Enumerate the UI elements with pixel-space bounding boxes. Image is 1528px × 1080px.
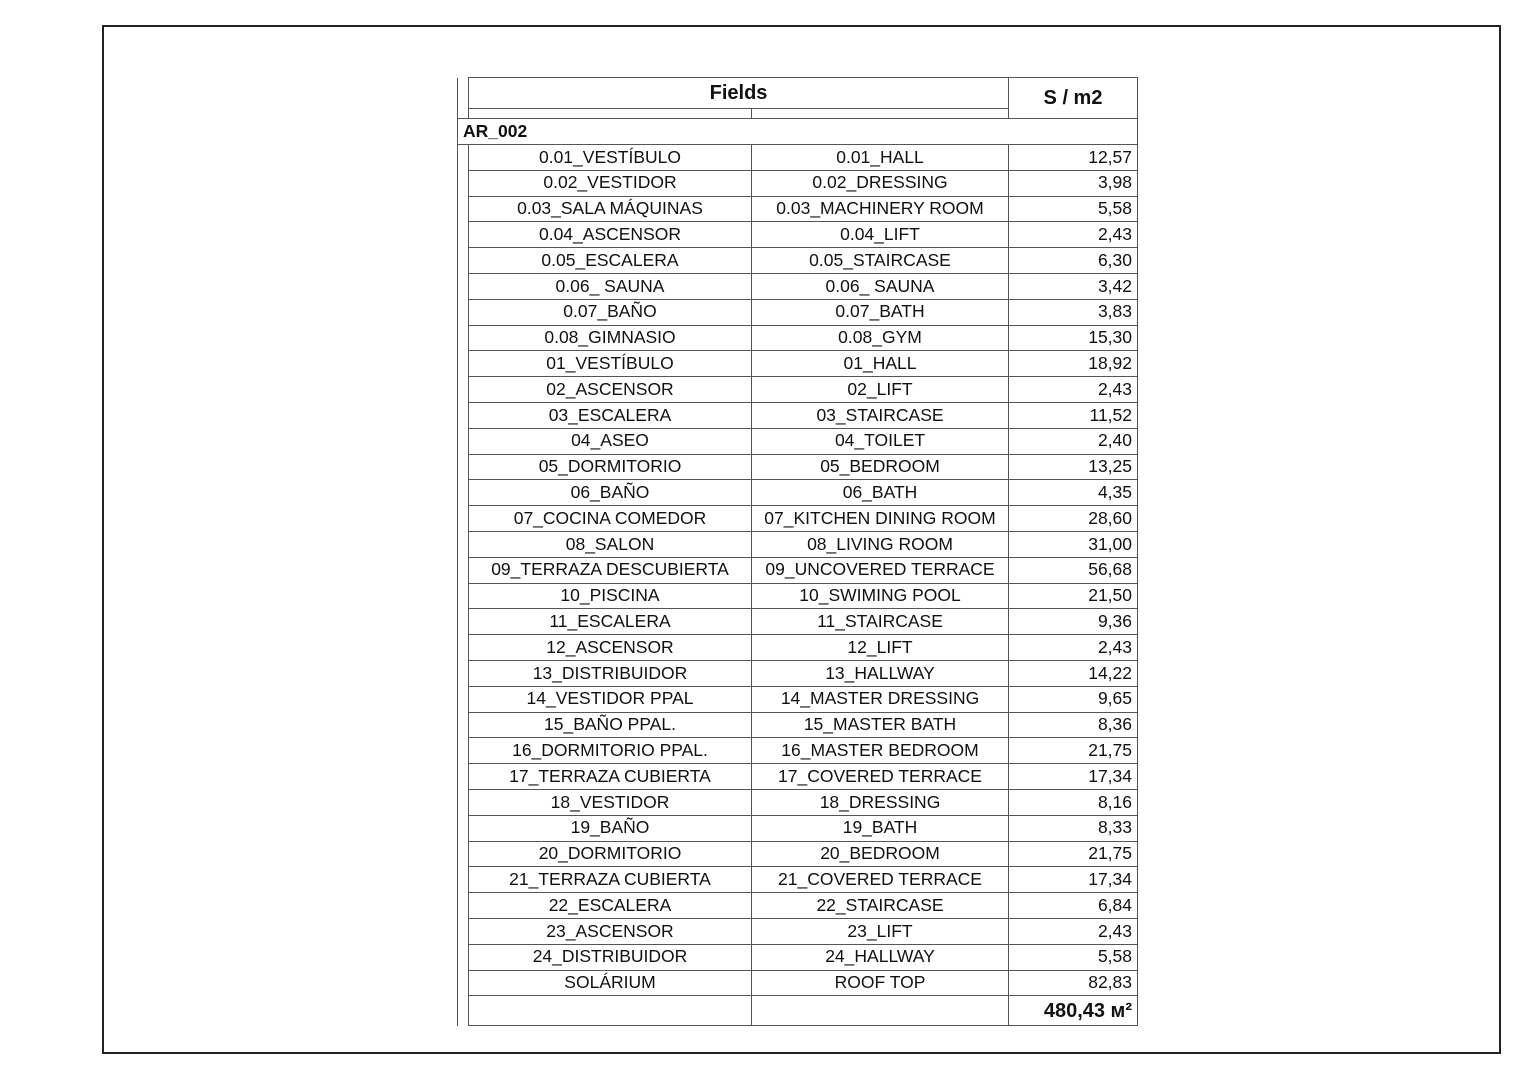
table-row xyxy=(458,867,1138,893)
room-name-en: 14_MASTER DRESSING xyxy=(752,686,1009,712)
table-row xyxy=(458,299,1138,325)
room-name-es: 08_SALON xyxy=(469,531,752,557)
header-area: S / m2 xyxy=(1009,78,1138,119)
gutter-cell xyxy=(458,944,469,970)
table-row xyxy=(458,609,1138,635)
table-row xyxy=(458,815,1138,841)
room-area: 3,98 xyxy=(1009,170,1138,196)
room-name-en: 20_BEDROOM xyxy=(752,841,1009,867)
room-name-es: 12_ASCENSOR xyxy=(469,635,752,661)
room-area: 31,00 xyxy=(1009,531,1138,557)
room-name-es: 0.01_VESTÍBULO xyxy=(469,145,752,171)
gutter-cell xyxy=(458,686,469,712)
room-name-es: 0.04_ASCENSOR xyxy=(469,222,752,248)
room-area: 11,52 xyxy=(1009,402,1138,428)
table-row xyxy=(458,273,1138,299)
table-row xyxy=(458,170,1138,196)
gutter-cell xyxy=(458,325,469,351)
area-table-body xyxy=(458,78,1138,1026)
room-name-en: 09_UNCOVERED TERRACE xyxy=(752,557,1009,583)
room-name-en: 10_SWIMING POOL xyxy=(752,583,1009,609)
gutter-cell xyxy=(458,402,469,428)
room-name-en: 0.05_STAIRCASE xyxy=(752,248,1009,274)
room-name-es: 0.08_GIMNASIO xyxy=(469,325,752,351)
room-area: 6,84 xyxy=(1009,893,1138,919)
gutter-cell xyxy=(458,764,469,790)
gutter-cell xyxy=(458,660,469,686)
gutter-cell xyxy=(458,248,469,274)
room-name-en: 17_COVERED TERRACE xyxy=(752,764,1009,790)
room-area: 3,83 xyxy=(1009,299,1138,325)
room-name-es: 24_DISTRIBUIDOR xyxy=(469,944,752,970)
room-name-en: 01_HALL xyxy=(752,351,1009,377)
room-name-es: 0.03_SALA MÁQUINAS xyxy=(469,196,752,222)
room-name-en: 22_STAIRCASE xyxy=(752,893,1009,919)
gutter-cell xyxy=(458,557,469,583)
gutter-cell xyxy=(458,867,469,893)
gutter-cell xyxy=(458,377,469,403)
room-name-es: SOLÁRIUM xyxy=(469,970,752,996)
room-area: 9,65 xyxy=(1009,686,1138,712)
room-name-en: 23_LIFT xyxy=(752,918,1009,944)
gutter-cell xyxy=(458,609,469,635)
table-row xyxy=(458,583,1138,609)
room-area: 2,40 xyxy=(1009,428,1138,454)
room-name-es: 14_VESTIDOR PPAL xyxy=(469,686,752,712)
table-row xyxy=(458,454,1138,480)
table-row xyxy=(458,531,1138,557)
total-area: 480,43 м² xyxy=(1009,996,1138,1026)
room-name-en: 13_HALLWAY xyxy=(752,660,1009,686)
room-name-en: 02_LIFT xyxy=(752,377,1009,403)
room-area: 2,43 xyxy=(1009,222,1138,248)
room-area: 3,42 xyxy=(1009,273,1138,299)
room-name-es: 0.02_VESTIDOR xyxy=(469,170,752,196)
header-sub-en xyxy=(752,109,1009,119)
area-table xyxy=(457,77,1138,1026)
room-name-en: 07_KITCHEN DINING ROOM xyxy=(752,506,1009,532)
table-row xyxy=(458,944,1138,970)
room-name-en: 0.03_MACHINERY ROOM xyxy=(752,196,1009,222)
table-row xyxy=(458,660,1138,686)
table-row xyxy=(458,402,1138,428)
gutter-cell xyxy=(458,815,469,841)
gutter-cell xyxy=(458,299,469,325)
room-name-es: 15_BAÑO PPAL. xyxy=(469,712,752,738)
room-area: 2,43 xyxy=(1009,635,1138,661)
room-name-en: 0.08_GYM xyxy=(752,325,1009,351)
header-row xyxy=(458,78,1138,109)
gutter-cell xyxy=(458,428,469,454)
total-empty-en xyxy=(752,996,1009,1026)
room-name-en: 15_MASTER BATH xyxy=(752,712,1009,738)
room-name-en: 0.02_DRESSING xyxy=(752,170,1009,196)
area-schedule xyxy=(457,77,1137,1026)
table-row xyxy=(458,970,1138,996)
room-area: 18,92 xyxy=(1009,351,1138,377)
room-name-es: 11_ESCALERA xyxy=(469,609,752,635)
table-row xyxy=(458,248,1138,274)
table-row xyxy=(458,789,1138,815)
room-name-es: 21_TERRAZA CUBIERTA xyxy=(469,867,752,893)
table-row xyxy=(458,557,1138,583)
room-name-es: 01_VESTÍBULO xyxy=(469,351,752,377)
gutter-cell xyxy=(458,222,469,248)
room-area: 82,83 xyxy=(1009,970,1138,996)
room-name-es: 04_ASEO xyxy=(469,428,752,454)
room-name-en: 12_LIFT xyxy=(752,635,1009,661)
room-name-en: 24_HALLWAY xyxy=(752,944,1009,970)
room-name-es: 0.06_ SAUNA xyxy=(469,273,752,299)
room-name-en: ROOF TOP xyxy=(752,970,1009,996)
room-name-es: 23_ASCENSOR xyxy=(469,918,752,944)
table-row xyxy=(458,686,1138,712)
table-row xyxy=(458,377,1138,403)
gutter-cell xyxy=(458,970,469,996)
table-row xyxy=(458,506,1138,532)
group-row xyxy=(458,119,1138,145)
room-area: 2,43 xyxy=(1009,377,1138,403)
table-row xyxy=(458,145,1138,171)
gutter-cell xyxy=(458,841,469,867)
room-name-en: 18_DRESSING xyxy=(752,789,1009,815)
room-name-en: 0.06_ SAUNA xyxy=(752,273,1009,299)
room-area: 28,60 xyxy=(1009,506,1138,532)
gutter-cell xyxy=(458,145,469,171)
gutter-cell xyxy=(458,893,469,919)
room-area: 21,50 xyxy=(1009,583,1138,609)
room-area: 8,16 xyxy=(1009,789,1138,815)
room-area: 8,36 xyxy=(1009,712,1138,738)
room-name-en: 06_BATH xyxy=(752,480,1009,506)
total-row xyxy=(458,996,1138,1026)
gutter-cell xyxy=(458,996,469,1026)
room-name-en: 0.04_LIFT xyxy=(752,222,1009,248)
room-area: 5,58 xyxy=(1009,944,1138,970)
table-row xyxy=(458,841,1138,867)
room-area: 15,30 xyxy=(1009,325,1138,351)
room-name-es: 09_TERRAZA DESCUBIERTA xyxy=(469,557,752,583)
room-name-es: 0.05_ESCALERA xyxy=(469,248,752,274)
room-name-es: 02_ASCENSOR xyxy=(469,377,752,403)
room-area: 12,57 xyxy=(1009,145,1138,171)
gutter-cell xyxy=(458,789,469,815)
table-row xyxy=(458,712,1138,738)
room-name-en: 0.07_BATH xyxy=(752,299,1009,325)
table-row xyxy=(458,196,1138,222)
group-label: AR_002 xyxy=(458,119,1138,145)
gutter-cell xyxy=(458,351,469,377)
total-empty-es xyxy=(469,996,752,1026)
room-area: 21,75 xyxy=(1009,841,1138,867)
room-name-es: 13_DISTRIBUIDOR xyxy=(469,660,752,686)
room-name-en: 16_MASTER BEDROOM xyxy=(752,738,1009,764)
gutter-cell xyxy=(458,196,469,222)
room-area: 9,36 xyxy=(1009,609,1138,635)
gutter-cell xyxy=(458,506,469,532)
room-name-en: 04_TOILET xyxy=(752,428,1009,454)
gutter-cell xyxy=(458,738,469,764)
table-row xyxy=(458,428,1138,454)
room-name-es: 22_ESCALERA xyxy=(469,893,752,919)
room-area: 8,33 xyxy=(1009,815,1138,841)
table-row xyxy=(458,893,1138,919)
room-name-es: 05_DORMITORIO xyxy=(469,454,752,480)
gutter-cell xyxy=(458,712,469,738)
room-name-en: 19_BATH xyxy=(752,815,1009,841)
room-name-en: 05_BEDROOM xyxy=(752,454,1009,480)
table-row xyxy=(458,738,1138,764)
room-name-es: 16_DORMITORIO PPAL. xyxy=(469,738,752,764)
table-row xyxy=(458,635,1138,661)
room-area: 14,22 xyxy=(1009,660,1138,686)
room-name-es: 0.07_BAÑO xyxy=(469,299,752,325)
room-area: 5,58 xyxy=(1009,196,1138,222)
room-name-es: 07_COCINA COMEDOR xyxy=(469,506,752,532)
gutter-cell xyxy=(458,273,469,299)
room-name-en: 03_STAIRCASE xyxy=(752,402,1009,428)
room-name-en: 21_COVERED TERRACE xyxy=(752,867,1009,893)
room-name-es: 17_TERRAZA CUBIERTA xyxy=(469,764,752,790)
header-fields: Fields xyxy=(469,78,1009,109)
gutter-cell xyxy=(458,918,469,944)
room-name-es: 10_PISCINA xyxy=(469,583,752,609)
table-row xyxy=(458,918,1138,944)
gutter-cell xyxy=(458,170,469,196)
header-sub-es xyxy=(469,109,752,119)
room-area: 4,35 xyxy=(1009,480,1138,506)
room-name-es: 20_DORMITORIO xyxy=(469,841,752,867)
room-area: 13,25 xyxy=(1009,454,1138,480)
room-name-en: 11_STAIRCASE xyxy=(752,609,1009,635)
room-area: 56,68 xyxy=(1009,557,1138,583)
table-row xyxy=(458,325,1138,351)
room-name-es: 18_VESTIDOR xyxy=(469,789,752,815)
gutter-cell xyxy=(458,78,469,119)
gutter-cell xyxy=(458,635,469,661)
room-name-es: 19_BAÑO xyxy=(469,815,752,841)
gutter-cell xyxy=(458,531,469,557)
gutter-cell xyxy=(458,480,469,506)
room-name-en: 08_LIVING ROOM xyxy=(752,531,1009,557)
room-area: 21,75 xyxy=(1009,738,1138,764)
room-name-es: 06_BAÑO xyxy=(469,480,752,506)
table-row xyxy=(458,351,1138,377)
table-row xyxy=(458,764,1138,790)
room-area: 17,34 xyxy=(1009,764,1138,790)
table-row xyxy=(458,480,1138,506)
table-row xyxy=(458,222,1138,248)
room-area: 17,34 xyxy=(1009,867,1138,893)
room-name-es: 03_ESCALERA xyxy=(469,402,752,428)
gutter-cell xyxy=(458,583,469,609)
room-area: 6,30 xyxy=(1009,248,1138,274)
gutter-cell xyxy=(458,454,469,480)
room-area: 2,43 xyxy=(1009,918,1138,944)
room-name-en: 0.01_HALL xyxy=(752,145,1009,171)
